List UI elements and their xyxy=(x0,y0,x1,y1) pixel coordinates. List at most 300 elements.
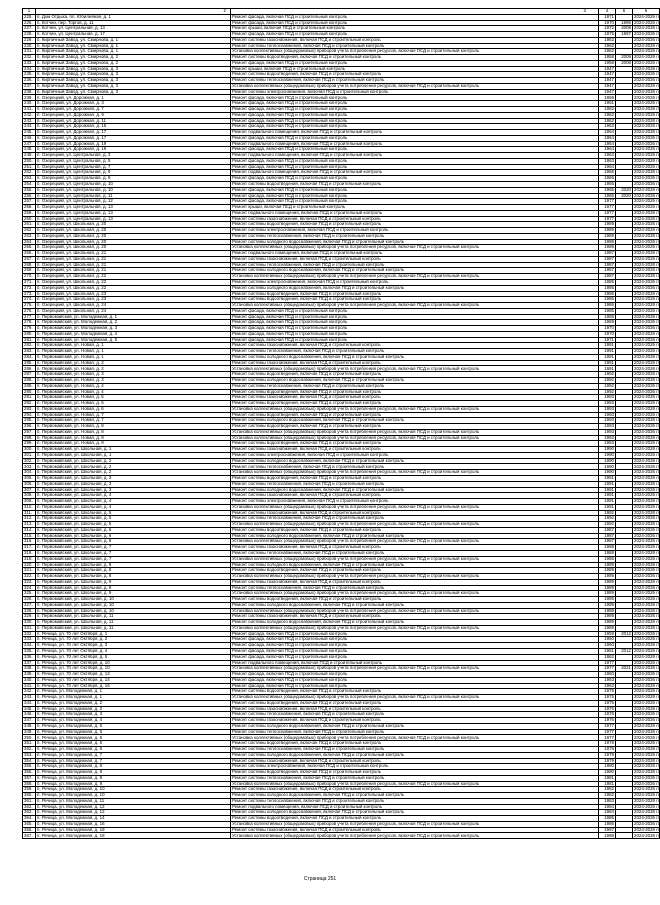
row-period: 2024-2026 гг. xyxy=(634,653,660,659)
row-work-type: Ремонт системы водоотведения, включая ПСД и строительный контроль xyxy=(231,181,599,187)
row-work-type: Ремонт системы холодного водоснабжения, включая ПСД и строительный контроль xyxy=(231,562,599,568)
row-period: 2024-2026 гг. xyxy=(634,307,660,313)
row-build-year: 1975 xyxy=(599,700,616,706)
row-work-type: Ремонт подвального помещения, включая ПСД и строительный контроль xyxy=(231,660,599,666)
row-period: 2024-2026 гг. xyxy=(634,157,660,163)
row-address: п. Дом Отдыха, пл. Юбилейная, д. 1 xyxy=(36,14,231,20)
row-period: 2024-2026 гг. xyxy=(634,774,660,780)
row-build-year: 1963 xyxy=(599,158,616,164)
row-build-year: 1969 xyxy=(599,314,616,320)
row-number: 338. xyxy=(23,666,36,672)
row-address: п. Речица, ул. 70 лет Октября, д. 3 xyxy=(36,643,231,649)
row-work-type: Установка коллективных (общедомовых) приборов учета потребления ресурсов, включая ПСД и строительный контроль xyxy=(231,435,599,441)
row-build-year: 1989 xyxy=(599,222,616,228)
row-period: 2024-2026 гг. xyxy=(634,417,660,423)
row-build-year: 1977 xyxy=(599,216,616,222)
row-build-year: 1982 xyxy=(599,787,616,793)
row-work-type: Ремонт фасада, включая ПСД и строительный контроль xyxy=(231,648,599,654)
row-build-year: 1990 xyxy=(599,452,616,458)
row-address: п. Кирпичный Завод, ул. Смирнова, д. 1 xyxy=(36,49,231,55)
row-build-year: 1965 xyxy=(599,181,616,187)
row-address: п. Речица, ул. Молодежная, д. 6 xyxy=(36,747,231,753)
row-address: п. Первомайский, ул. Школьная, д. 5 xyxy=(36,522,231,528)
row-last-repair-year: 1996 xyxy=(616,20,633,26)
row-work-type: Ремонт системы водоотведения, включая ПСД и строительный контроль xyxy=(231,401,599,407)
row-address: п. Первомайский, ул. Новая, д. 3 xyxy=(36,378,231,384)
row-number: 227. xyxy=(23,26,36,32)
row-address: п. Первомайский, ул. Школьная, д. 6 xyxy=(36,533,231,539)
row-period: 2024-2026 гг. xyxy=(634,325,660,331)
row-number: 249. xyxy=(23,153,36,159)
row-work-type: Ремонт фасада, включая ПСД и строительный контроль xyxy=(231,107,599,113)
row-build-year: 1985 xyxy=(599,279,616,285)
row-address: п. Первомайский, ул. Школьная, д. 4 xyxy=(36,499,231,505)
row-build-year: 1961 xyxy=(599,648,616,654)
row-period: 2024-2026 гг. xyxy=(634,457,660,463)
row-number: 346. xyxy=(23,712,36,718)
row-work-type: Установка коллективных (общедомовых) приборов учета потребления ресурсов, включая ПСД и строительный контроль xyxy=(231,504,599,510)
row-period: 2024-2026 гг. xyxy=(634,469,660,475)
row-number: 232. xyxy=(23,55,36,61)
row-address: п. Первомайский, ул. Молодежная, д. 1 xyxy=(36,314,231,320)
row-work-type: Ремонт системы газоснабжения, включая ПСД и строительный контроль xyxy=(231,787,599,793)
row-work-type: Установка коллективных (общедомовых) приборов учета потребления ресурсов, включая ПСД и строительный контроль xyxy=(231,821,599,827)
row-address: п. Речица, ул. Молодежная, д. 1 xyxy=(36,695,231,701)
row-period: 2024-2026 гг. xyxy=(634,590,660,596)
row-work-type: Ремонт подвального помещения, включая ПСД и строительный контроль xyxy=(231,153,599,159)
row-work-type: Ремонт системы теплоснабжения, включая ПСД и строительный контроль xyxy=(231,43,599,49)
row-number: 357. xyxy=(23,775,36,781)
row-address: п. Озерецкий, ул. Школьная, д. 21 xyxy=(36,251,231,257)
row-address: п. Речица, ул. Молодежная, д. 12 xyxy=(36,810,231,816)
row-build-year: 1964 xyxy=(599,141,616,147)
row-period: 2024-2026 гг. xyxy=(634,13,660,19)
row-build-year: 1960 xyxy=(599,672,616,678)
row-period: 2024-2026 гг. xyxy=(634,746,660,752)
row-last-repair-year xyxy=(616,833,633,839)
row-address: п. Речица, ул. Молодежная, д. 18 xyxy=(36,833,231,839)
row-number: 322. xyxy=(23,574,36,580)
row-build-year: 1987 xyxy=(599,539,616,545)
row-build-year: 1984 xyxy=(599,804,616,810)
row-build-year: 1989 xyxy=(599,568,616,574)
row-address: п. Кирпичный Завод, ул. Смирнова, д. 2 xyxy=(36,60,231,66)
row-number: 269. xyxy=(23,268,36,274)
row-work-type: Ремонт системы холодного водоснабжения, включая ПСД и строительный контроль xyxy=(231,285,599,291)
row-address: п. Первомайский, ул. Новая, д. 7 xyxy=(36,418,231,424)
row-build-year: 1977 xyxy=(599,205,616,211)
row-work-type: Ремонт системы холодного водоснабжения, включая ПСД и строительный контроль xyxy=(231,354,599,360)
row-period: 2024-2026 гг. xyxy=(634,152,660,158)
row-work-type: Ремонт системы теплоснабжения, включая ПСД и строительный контроль xyxy=(231,775,599,781)
row-period: 2024-2026 гг. xyxy=(634,619,660,625)
row-period: 2024-2026 гг. xyxy=(634,77,660,83)
row-address: п. Речица, ул. Молодежная, д. 18 xyxy=(36,827,231,833)
row-period: 2024-2026 гг. xyxy=(634,71,660,77)
row-period: 2024-2026 гг. xyxy=(634,446,660,452)
row-period: 2024-2026 гг. xyxy=(634,198,660,204)
row-address: п. Речица, ул. Молодежная, д. 9 xyxy=(36,781,231,787)
row-number: 343. xyxy=(23,695,36,701)
document-page xyxy=(22,8,660,839)
row-address: п. Озерецкий, ул. Школьная, д. 21 xyxy=(36,262,231,268)
row-work-type: Ремонт системы водоотведения, включая ПСД и строительный контроль xyxy=(231,372,599,378)
row-build-year: 1975 xyxy=(599,689,616,695)
row-address: п. Первомайский, ул. Школьная, д. 4 xyxy=(36,504,231,510)
row-build-year: 1991 xyxy=(599,481,616,487)
row-work-type: Ремонт системы холодного водоснабжения, включая ПСД и строительный контроль xyxy=(231,239,599,245)
row-period: 2024-2026 гг. xyxy=(634,682,660,688)
row-number: 242. xyxy=(23,112,36,118)
row-number: 279. xyxy=(23,326,36,332)
row-period: 2024-2026 гг. xyxy=(634,503,660,509)
row-period: 2024-2026 гг. xyxy=(634,411,660,417)
row-period: 2024-2026 гг. xyxy=(634,129,660,135)
row-number: 355. xyxy=(23,764,36,770)
row-address: п. Речица, ул. Молодежная, д. 2 xyxy=(36,700,231,706)
row-address: п. Озерецкий, ул. Школьная, д. 22 xyxy=(36,274,231,280)
row-address: п. Озерецкий, ул. Дорожная, д. 17 xyxy=(36,130,231,136)
row-address: п. Озерецкий, ул. Центральная, д. 10 xyxy=(36,187,231,193)
row-build-year: 1977 xyxy=(599,660,616,666)
row-work-type: Ремонт фасада, включая ПСД и строительный контроль xyxy=(231,95,599,101)
header-col-3: 3 xyxy=(231,9,599,15)
row-build-year: 1960 xyxy=(599,643,616,649)
row-build-year: 1975 xyxy=(599,695,616,701)
row-period: 2024-2026 гг. xyxy=(634,319,660,325)
row-work-type: Ремонт системы газоснабжения, включая ПСД и строительный контроль xyxy=(231,510,599,516)
row-period: 2024-2026 гг. xyxy=(634,797,660,803)
row-period: 2024-2026 гг. xyxy=(634,722,660,728)
row-build-year: 1977 xyxy=(599,210,616,216)
row-address: п. Озерецкий, ул. Школьная, д. 24 xyxy=(36,303,231,309)
row-work-type: Ремонт системы водоотведения, включая ПСД и строительный контроль xyxy=(231,424,599,430)
row-address: п. Речица, ул. Молодежная, д. 9 xyxy=(36,775,231,781)
row-address: п. Озерецкий, ул. Центральная, д. 11 xyxy=(36,193,231,199)
row-address: п. Первомайский, ул. Школьная, д. 10 xyxy=(36,602,231,608)
row-build-year: 1979 xyxy=(599,752,616,758)
row-build-year: 1976 xyxy=(599,712,616,718)
row-work-type: Установка коллективных (общедомовых) приборов учета потребления ресурсов, включая ПСД и строительный контроль xyxy=(231,591,599,597)
header-col-2: 2 xyxy=(36,9,231,15)
row-address: п. Котчин, ул. Центральная, д. 17 xyxy=(36,32,231,38)
header-col-1: 1 xyxy=(23,9,36,15)
row-work-type: Ремонт системы водоотведения, включая ПСД и строительный контроль xyxy=(231,568,599,574)
row-address: п. Первомайский, ул. Школьная, д. 3 xyxy=(36,487,231,493)
row-period: 2024-2026 гг. xyxy=(634,515,660,521)
row-number: 319. xyxy=(23,556,36,562)
row-address: п. Озерецкий, ул. Дорожная, д. 9 xyxy=(36,112,231,118)
row-address: п. Речица, ул. Молодежная, д. 1 xyxy=(36,689,231,695)
row-period: 2024-2026 гг. xyxy=(634,498,660,504)
row-period: 2024-2026 гг. xyxy=(634,336,660,342)
row-work-type: Ремонт системы газоснабжения, включая ПСД и строительный контроль xyxy=(231,545,599,551)
row-period: 2024-2026 гг. xyxy=(634,394,660,400)
row-address: п. Первомайский, ул. Школьная, д. 2 xyxy=(36,470,231,476)
row-work-type: Ремонт системы водоотведения, включая ПСД и строительный контроль xyxy=(231,441,599,447)
row-work-type: Ремонт системы теплоснабжения, включая ПСД и строительный контроль xyxy=(231,798,599,804)
row-build-year: 1985 xyxy=(599,285,616,291)
row-address: п. Речица, ул. Молодежная, д. 7 xyxy=(36,758,231,764)
row-address: п. Первомайский, ул. Новая, д. 4 xyxy=(36,383,231,389)
row-number: 272. xyxy=(23,285,36,291)
row-build-year: 1981 xyxy=(599,775,616,781)
row-last-repair-year: 2020 xyxy=(616,187,633,193)
row-work-type: Ремонт системы электроснабжения, включая ПСД и строительный контроль xyxy=(231,499,599,505)
row-number: 292. xyxy=(23,401,36,407)
row-work-type: Ремонт системы теплоснабжения, включая ПСД и строительный контроль xyxy=(231,78,599,84)
header-col-6: 6 xyxy=(633,9,660,15)
row-work-type: Ремонт подвального помещения, включая ПСД и строительный контроль xyxy=(231,804,599,810)
row-work-type: Ремонт системы водоотведения, включая ПСД и строительный контроль xyxy=(231,689,599,695)
row-work-type: Ремонт системы газоснабжения, включая ПСД и строительный контроль xyxy=(231,758,599,764)
row-build-year: 1989 xyxy=(599,239,616,245)
row-build-year: 1991 xyxy=(599,349,616,355)
row-period: 2024-2026 гг. xyxy=(634,290,660,296)
row-address: п. Речица, ул. Молодежная, д. 3 xyxy=(36,712,231,718)
row-address: п. Озерецкий, ул. Школьная, д. 24 xyxy=(36,308,231,314)
row-period: 2024-2026 гг. xyxy=(634,279,660,285)
row-number: 312. xyxy=(23,516,36,522)
row-period: 2024-2026 гг. xyxy=(634,630,660,636)
row-address: п. Озерецкий, ул. Центральная, д. 9 xyxy=(36,170,231,176)
row-build-year: 1977 xyxy=(599,735,616,741)
row-number: 263. xyxy=(23,233,36,239)
row-number: 293. xyxy=(23,406,36,412)
row-work-type: Ремонт фасада, включая ПСД и строительный контроль xyxy=(231,60,599,66)
row-build-year: 1947 xyxy=(599,89,616,95)
row-address: п. Речица, ул. Молодежная, д. 4 xyxy=(36,718,231,724)
row-period: 2024-2026 гг. xyxy=(634,809,660,815)
row-address: п. Речица, ул. 70 лет Октября, д. 4 xyxy=(36,648,231,654)
row-number: 353. xyxy=(23,752,36,758)
row-build-year: 1989 xyxy=(599,245,616,251)
row-build-year: 1989 xyxy=(599,574,616,580)
row-build-year: 1978 xyxy=(599,741,616,747)
row-number: 231. xyxy=(23,49,36,55)
row-build-year: 1982 xyxy=(599,793,616,799)
row-build-year: 1947 xyxy=(599,66,616,72)
row-work-type: Ремонт системы теплоснабжения, включая ПСД и строительный контроль xyxy=(231,349,599,355)
row-build-year: 1965 xyxy=(599,170,616,176)
row-address: п. Первомайский, ул. Школьная, д. 3 xyxy=(36,476,231,482)
row-address: п. Озерецкий, ул. Дорожная, д. 17 xyxy=(36,135,231,141)
row-build-year: 1989 xyxy=(599,233,616,239)
row-build-year: 1980 xyxy=(599,764,616,770)
row-work-type: Ремонт системы газоснабжения, включая ПСД и строительный контроль xyxy=(231,256,599,262)
row-period: 2024-2026 гг. xyxy=(634,486,660,492)
row-work-type: Ремонт фасада, включая ПСД и строительный контроль xyxy=(231,337,599,343)
row-period: 2024-2026 гг. xyxy=(634,82,660,88)
row-work-type: Ремонт фасада, включая ПСД и строительный контроль xyxy=(231,637,599,643)
row-period: 2024-2026 гг. xyxy=(634,665,660,671)
row-address: п. Озерецкий, ул. Школьная, д. 20 xyxy=(36,228,231,234)
row-address: п. Первомайский, ул. Новая, д. 5 xyxy=(36,401,231,407)
row-build-year: 1991 xyxy=(599,499,616,505)
row-work-type: Ремонт системы газоснабжения, включая ПСД и строительный контроль xyxy=(231,579,599,585)
row-period: 2024-2026 гг. xyxy=(634,204,660,210)
row-period: 2024-2026 гг. xyxy=(634,377,660,383)
row-build-year: 1971 xyxy=(599,14,616,20)
row-build-year: 1993 xyxy=(599,412,616,418)
row-build-year: 1970 xyxy=(599,20,616,26)
row-period: 2024-2026 гг. xyxy=(634,544,660,550)
row-number: 284. xyxy=(23,354,36,360)
row-build-year: 1989 xyxy=(599,228,616,234)
row-address: п. Озерецкий, ул. Дорожная, д. 1 xyxy=(36,95,231,101)
row-period: 2024-2026 гг. xyxy=(634,567,660,573)
row-period: 2024-2026 гг. xyxy=(634,815,660,821)
row-work-type: Ремонт системы водоотведения, включая ПСД и строительный контроль xyxy=(231,476,599,482)
row-address: п. Первомайский, ул. Новая, д. 9 xyxy=(36,441,231,447)
row-number: 237. xyxy=(23,83,36,89)
row-build-year: 1986 xyxy=(599,303,616,309)
row-number: 273. xyxy=(23,291,36,297)
row-work-type: Ремонт системы водоотведения, включая ПСД и строительный контроль xyxy=(231,291,599,297)
row-work-type: Установка коллективных (общедомовых) приборов учета потребления ресурсов, включая ПСД и строительный контроль xyxy=(231,274,599,280)
row-work-type: Ремонт системы газоснабжения, включая ПСД и строительный контроль xyxy=(231,37,599,43)
row-address: п. Озерецкий, ул. Школьная, д. 22 xyxy=(36,279,231,285)
row-period: 2024-2026 гг. xyxy=(634,624,660,630)
row-period: 2024-2026 гг. xyxy=(634,636,660,642)
row-number: 295. xyxy=(23,418,36,424)
row-address: п. Речица, ул. 70 лет Октября, д. 5 xyxy=(36,654,231,660)
row-work-type: Ремонт системы холодного водоснабжения, включая ПСД и строительный контроль xyxy=(231,752,599,758)
row-address: п. Первомайский, ул. Школьная, д. 8 xyxy=(36,562,231,568)
row-build-year: 1989 xyxy=(599,602,616,608)
row-number: 235. xyxy=(23,72,36,78)
row-work-type: Ремонт системы газоснабжения, включая ПСД и строительный контроль xyxy=(231,395,599,401)
row-work-type: Установка коллективных (общедомовых) приборов учета потребления ресурсов, включая ПСД и строительный контроль xyxy=(231,49,599,55)
row-number: 265. xyxy=(23,245,36,251)
row-address: п. Речица, ул. 70 лет Октября, д. 14 xyxy=(36,677,231,683)
row-build-year: 1991 xyxy=(599,487,616,493)
row-number: 317. xyxy=(23,545,36,551)
row-address: п. Кирпичный Завод, ул. Смирнова, д. 1 xyxy=(36,37,231,43)
row-number: 277. xyxy=(23,314,36,320)
row-period: 2024-2026 гг. xyxy=(634,111,660,117)
row-build-year: 1988 xyxy=(599,550,616,556)
row-number: 245. xyxy=(23,130,36,136)
row-work-type: Ремонт системы холодного водоснабжения, включая ПСД и строительный контроль xyxy=(231,793,599,799)
row-address: п. Первомайский, ул. Школьная, д. 6 xyxy=(36,527,231,533)
row-build-year: 1992 xyxy=(599,516,616,522)
row-address: п. Первомайский, ул. Новая, д. 8 xyxy=(36,429,231,435)
row-address: п. Первомайский, ул. Новая, д. 2 xyxy=(36,366,231,372)
row-work-type: Ремонт фасада, включая ПСД и строительный контроль xyxy=(231,187,599,193)
row-build-year: 1987 xyxy=(599,827,616,833)
row-work-type: Ремонт фасада, включая ПСД и строительный контроль xyxy=(231,118,599,124)
row-work-type: Ремонт подвального помещения, включая ПСД и строительный контроль xyxy=(231,141,599,147)
row-work-type: Ремонт системы теплоснабжения, включая ПСД и строительный контроль xyxy=(231,262,599,268)
row-address: п. Речица, ул. Молодежная, д. 5 xyxy=(36,729,231,735)
row-address: п. Речица, ул. Молодежная, д. 2 xyxy=(36,706,231,712)
row-build-year: 1977 xyxy=(599,199,616,205)
row-address: п. Речица, ул. Молодежная, д. 8 xyxy=(36,770,231,776)
row-address: п. Озерецкий, ул. Центральная, д. 12 xyxy=(36,199,231,205)
row-work-type: Ремонт подвального помещения, включая ПСД и строительный контроль xyxy=(231,170,599,176)
row-period: 2024-2026 гг. xyxy=(634,717,660,723)
row-work-type: Установка коллективных (общедомовых) приборов учета потребления ресурсов, включая ПСД и строительный контроль xyxy=(231,539,599,545)
row-number: 333. xyxy=(23,637,36,643)
row-number: 307. xyxy=(23,487,36,493)
row-build-year: 1993 xyxy=(599,418,616,424)
row-work-type: Ремонт системы теплоснабжения, включая ПСД и строительный контроль xyxy=(231,729,599,735)
row-build-year: 1986 xyxy=(599,291,616,297)
row-build-year: 1990 xyxy=(599,447,616,453)
row-work-type: Ремонт системы теплоснабжения, включая ПСД и строительный контроль xyxy=(231,712,599,718)
row-address: п. Озерецкий, ул. Центральная, д. 10 xyxy=(36,181,231,187)
row-work-type: Ремонт системы водоотведения, включая ПСД и строительный контроль xyxy=(231,527,599,533)
row-number: 233. xyxy=(23,60,36,66)
row-address: п. Озерецкий, ул. Дорожная, д. 11 xyxy=(36,118,231,124)
row-period: 2024-2026 гг. xyxy=(634,578,660,584)
row-work-type: Ремонт системы газоснабжения, включая ПСД и строительный контроль xyxy=(231,718,599,724)
row-number: 253. xyxy=(23,176,36,182)
row-number: 254. xyxy=(23,181,36,187)
row-work-type: Ремонт системы газоснабжения, включая ПСД и строительный контроль xyxy=(231,614,599,620)
row-build-year: 1962 xyxy=(599,43,616,49)
row-number: 259. xyxy=(23,210,36,216)
row-number: 260. xyxy=(23,216,36,222)
row-number: 302. xyxy=(23,458,36,464)
row-period: 2024-2026 гг. xyxy=(634,728,660,734)
row-build-year: 1989 xyxy=(599,562,616,568)
row-build-year: 1963 xyxy=(599,153,616,159)
row-work-type: Установка коллективных (общедомовых) приборов учета потребления ресурсов, включая ПСД и строительный контроль xyxy=(231,608,599,614)
row-work-type: Установка коллективных (общедомовых) приборов учета потребления ресурсов, включая ПСД и строительный контроль xyxy=(231,429,599,435)
row-build-year: 1960 xyxy=(599,637,616,643)
row-period: 2024-2026 гг. xyxy=(634,613,660,619)
row-number: 243. xyxy=(23,118,36,124)
row-period: 2024-2026 гг. xyxy=(634,267,660,273)
row-work-type: Ремонт подвального помещения, включая ПСД и строительный контроль xyxy=(231,130,599,136)
row-work-type: Ремонт фасада, включая ПСД и строительный контроль xyxy=(231,193,599,199)
row-address: п. Речица, ул. Молодежная, д. 10 xyxy=(36,793,231,799)
row-period: 2024-2026 гг. xyxy=(634,209,660,215)
row-number: 359. xyxy=(23,787,36,793)
row-address: п. Первомайский, ул. Школьная, д. 10 xyxy=(36,608,231,614)
row-number: 328. xyxy=(23,608,36,614)
row-number: 297. xyxy=(23,429,36,435)
row-address: п. Первомайский, ул. Молодежная, д. 4 xyxy=(36,331,231,337)
row-period: 2024-2026 гг. xyxy=(634,475,660,481)
row-number: 321. xyxy=(23,568,36,574)
row-address: п. Первомайский, ул. Молодежная, д. 3 xyxy=(36,326,231,332)
row-build-year: 1988 xyxy=(599,556,616,562)
row-number: 294. xyxy=(23,412,36,418)
row-address: п. Первомайский, ул. Школьная, д. 1 xyxy=(36,452,231,458)
row-address: п. Первомайский, ул. Школьная, д. 11 xyxy=(36,625,231,631)
row-work-type: Ремонт системы холодного водоснабжения, включая ПСД и строительный контроль xyxy=(231,533,599,539)
row-period: 2024-2026 гг. xyxy=(634,440,660,446)
row-build-year: 1986 xyxy=(599,821,616,827)
row-build-year: 1993 xyxy=(599,429,616,435)
row-work-type: Ремонт системы теплоснабжения, включая ПСД и строительный контроль xyxy=(231,481,599,487)
row-address: п. Озерецкий, ул. Центральная, д. 13 xyxy=(36,216,231,222)
row-number: 330. xyxy=(23,620,36,626)
row-period: 2024-2026 гг. xyxy=(634,573,660,579)
row-address: п. Первомайский, ул. Новая, д. 3 xyxy=(36,372,231,378)
row-address: п. Первомайский, ул. Новая, д. 1 xyxy=(36,354,231,360)
row-period: 2024-2026 гг. xyxy=(634,820,660,826)
header-col-4: 4 xyxy=(599,9,616,15)
row-number: 332. xyxy=(23,631,36,637)
row-build-year: 1991 xyxy=(599,366,616,372)
row-address: п. Речица, ул. 70 лет Октября, д. 16 xyxy=(36,683,231,689)
row-build-year: 1965 xyxy=(599,193,616,199)
row-work-type: Ремонт фасада, включая ПСД и строительный контроль xyxy=(231,331,599,337)
